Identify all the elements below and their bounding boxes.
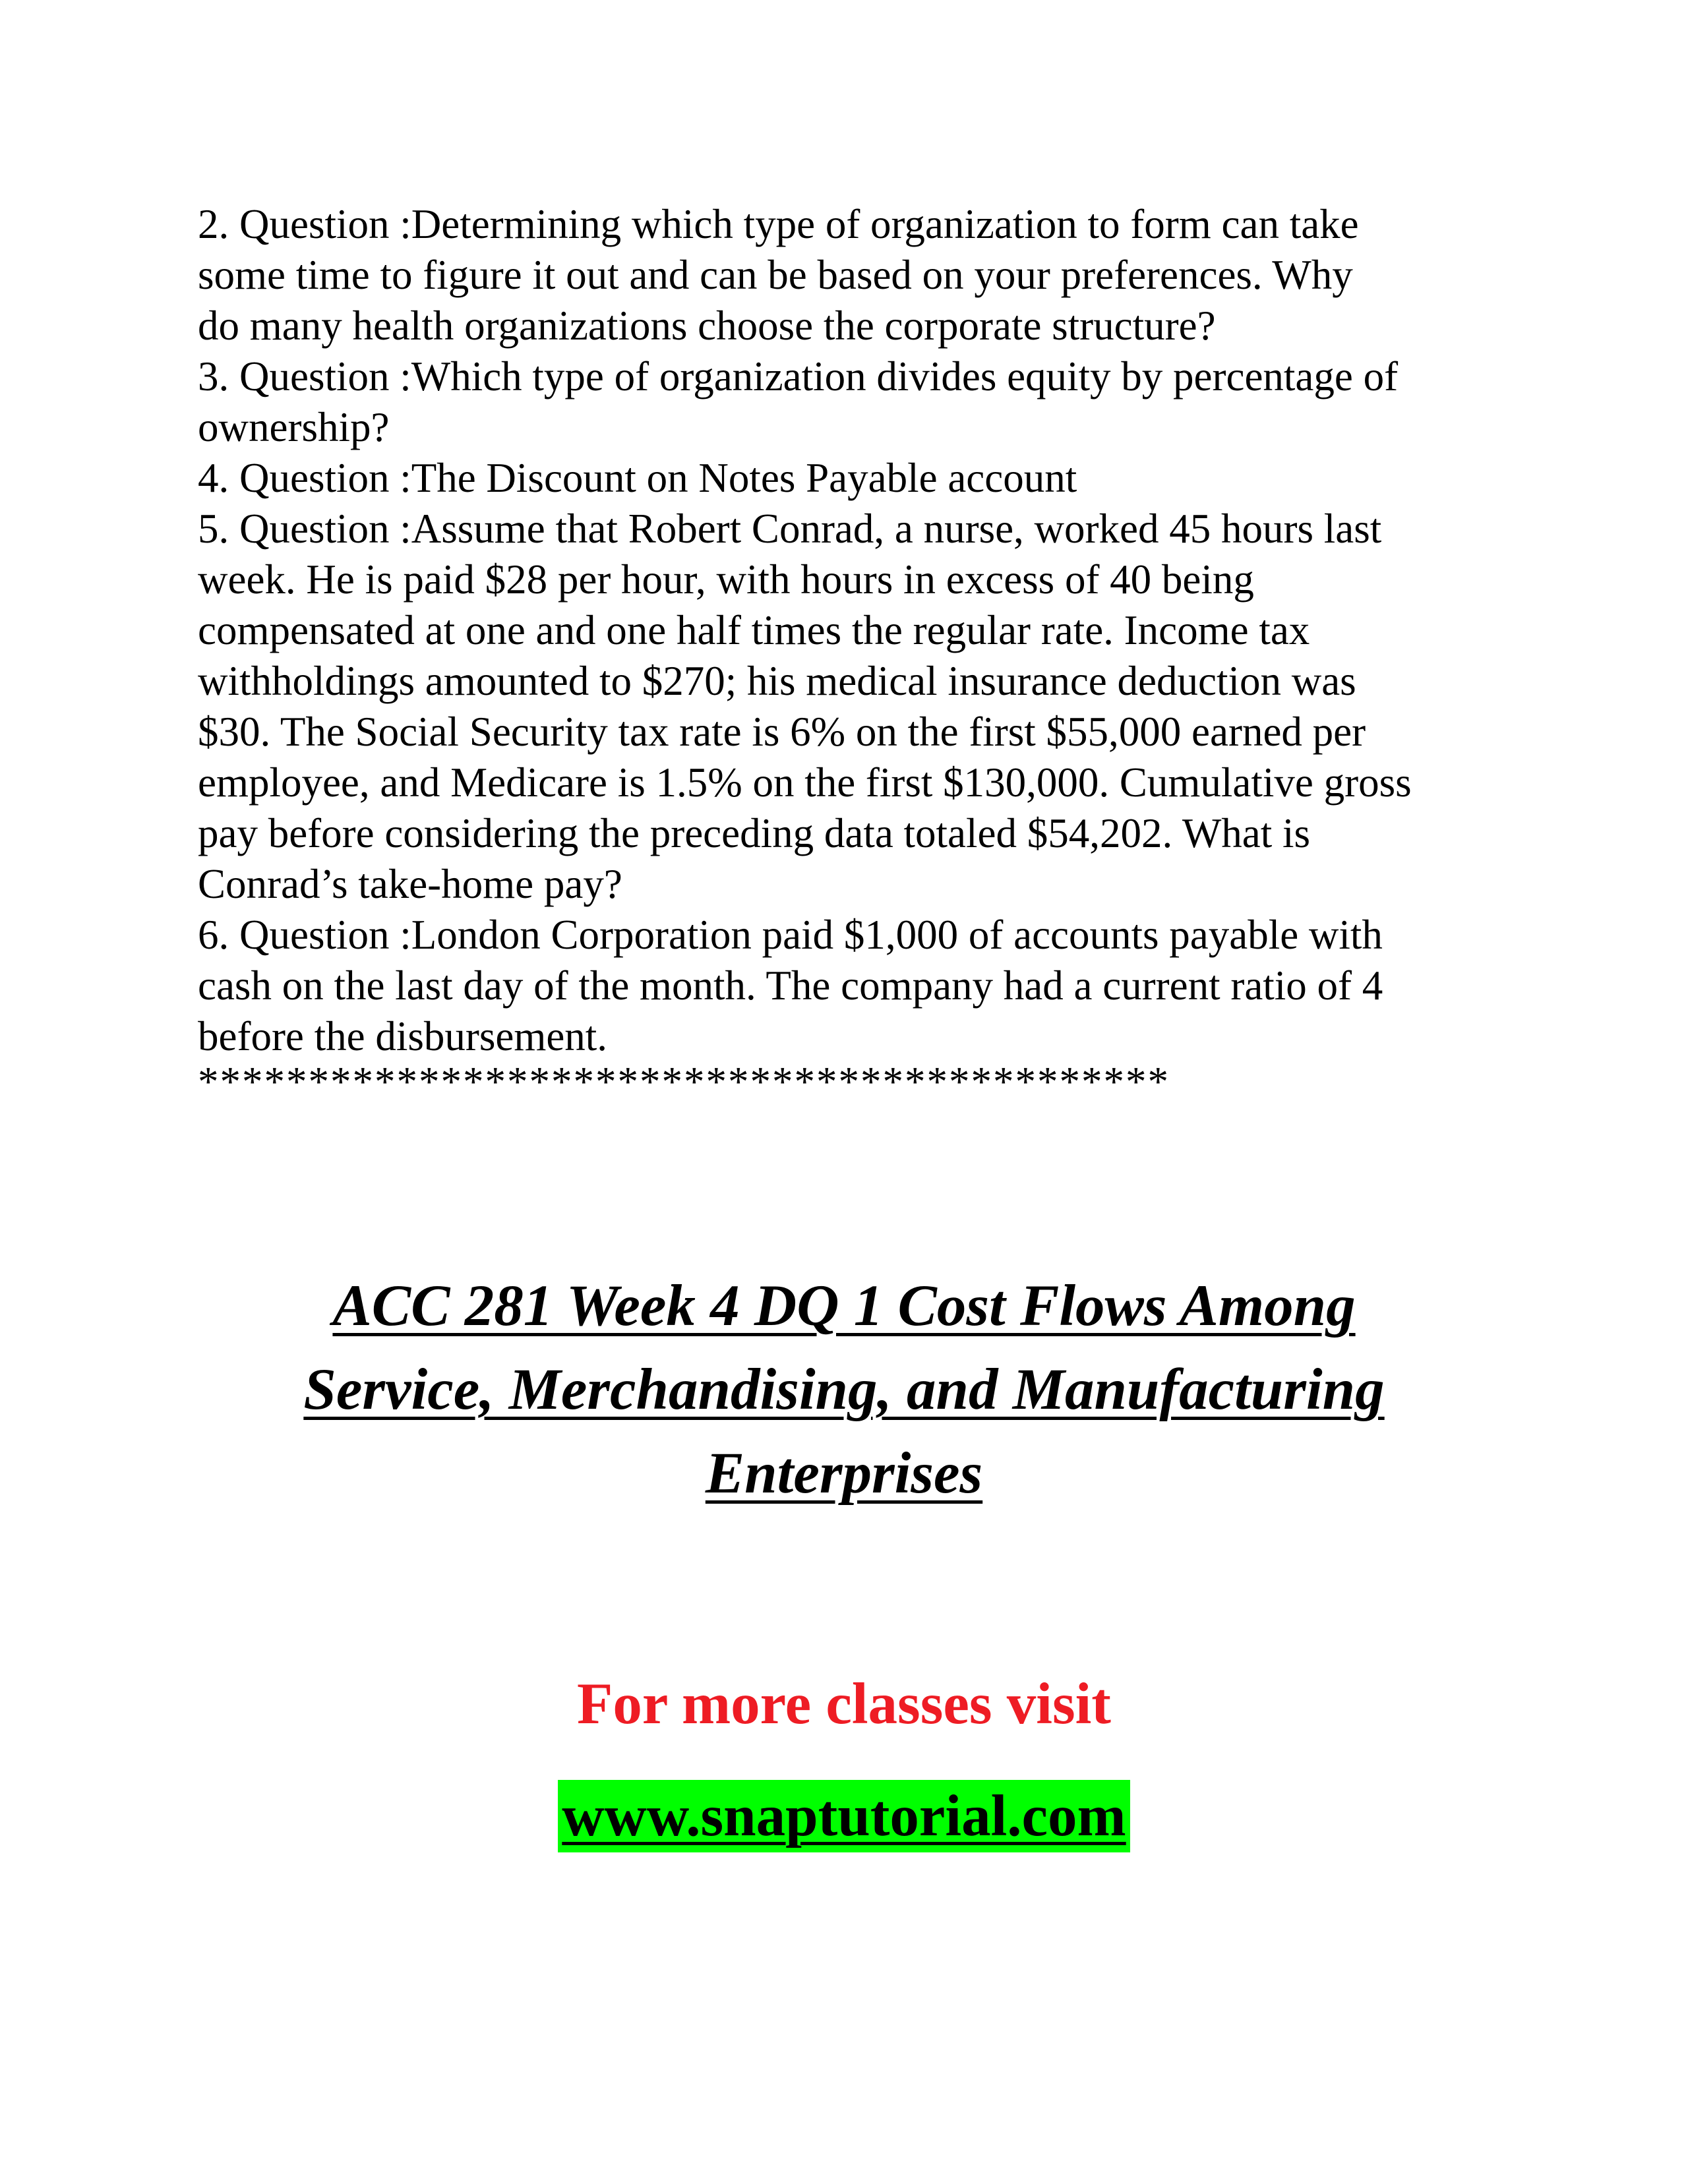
heading-text: Service, Merchandising, and Manufacturing <box>303 1357 1385 1422</box>
question-line: 3. Question :Which type of organization divides equity by percentage of <box>198 353 1399 399</box>
heading-line <box>0 1264 1688 1348</box>
question-line: ownership? <box>198 404 390 450</box>
heading-line <box>0 1348 1688 1432</box>
promo-text: For more classes visit <box>577 1672 1111 1736</box>
question-line: $30. The Social Security tax rate is 6% on the first $55,000 earned per <box>198 709 1366 755</box>
question-4 <box>198 453 1517 504</box>
website-link[interactable]: www.snaptutorial.com <box>558 1780 1130 1852</box>
asterisk-separator: ******************************************** <box>198 1059 1170 1105</box>
question-line: Conrad’s take-home pay? <box>198 861 622 907</box>
question-line: some time to figure it out and can be based on your preferences. Why <box>198 252 1353 298</box>
question-line: 2. Question :Determining which type of organization to form can take <box>198 201 1359 247</box>
question-line: 6. Question :London Corporation paid $1,000 of accounts payable with <box>198 912 1383 958</box>
question-line: cash on the last day of the month. The company had a current ratio of 4 <box>198 962 1383 1009</box>
heading-text: ACC 281 Week 4 DQ 1 Cost Flows Among <box>332 1274 1356 1338</box>
question-line: compensated at one and one half times the regular rate. Income tax <box>198 607 1310 653</box>
question-line: before the disbursement. <box>198 1013 608 1059</box>
heading-line <box>0 1432 1688 1516</box>
heading-text: Enterprises <box>705 1441 983 1506</box>
promo-link-container <box>0 1780 1688 1852</box>
question-line: week. He is paid $28 per hour, with hours in excess of 40 being <box>198 556 1254 603</box>
question-2 <box>198 199 1517 351</box>
question-line: withholdings amounted to $270; his medical insurance deduction was <box>198 658 1356 704</box>
question-line: 4. Question :The Discount on Notes Payable account <box>198 455 1077 501</box>
question-line: do many health organizations choose the corporate structure? <box>198 303 1216 349</box>
question-6 <box>198 910 1517 1062</box>
course-heading <box>0 1264 1688 1516</box>
question-list <box>198 199 1517 1105</box>
question-line: employee, and Medicare is 1.5% on the first $130,000. Cumulative gross <box>198 759 1412 806</box>
question-line: pay before considering the preceding data totaled $54,202. What is <box>198 810 1311 856</box>
question-line: 5. Question :Assume that Robert Conrad, a nurse, worked 45 hours last <box>198 506 1382 552</box>
question-5 <box>198 504 1517 910</box>
question-3 <box>198 351 1517 453</box>
